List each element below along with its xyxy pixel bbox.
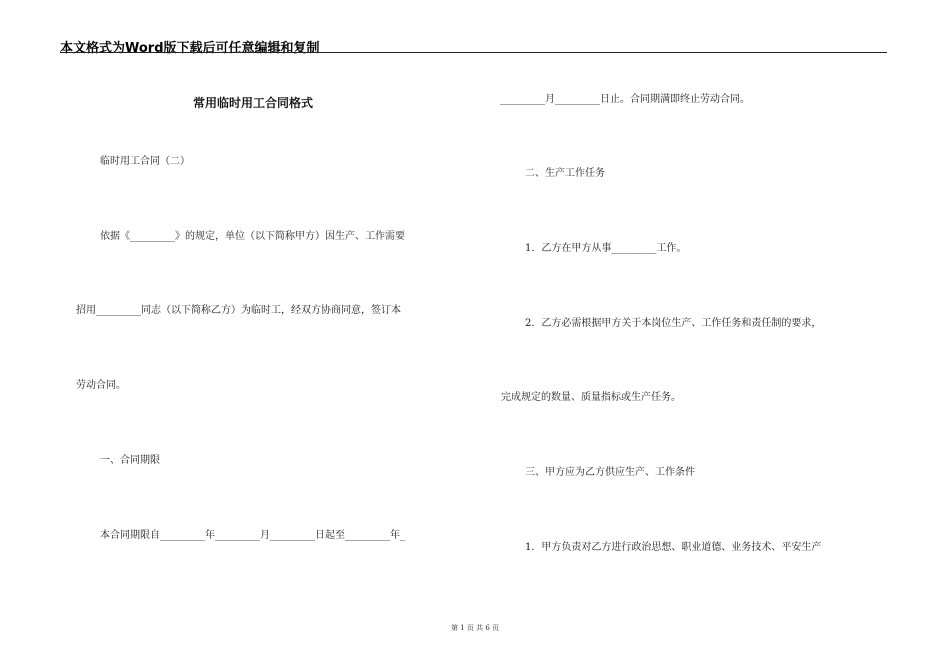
right-paragraph-line: 1．甲方负责对乙方进行政治思想、职业道德、业务技术、平安生产 [525,542,822,553]
document-title: 常用临时用工合同格式 [193,96,314,110]
left-paragraph-line: 依据《_________》的规定，单位（以下简称甲方）因生产、工作需要 [100,231,405,242]
left-paragraph-line: 本合同期限自_________年_________月_________日起至_________年_ [100,530,405,541]
right-paragraph-line: _________月_________日止。合同期满即终止劳动合同。 [500,94,750,105]
left-paragraph-line: 劳动合同。 [76,380,126,391]
right-paragraph-line: 1．乙方在甲方从事_________工作。 [525,243,687,254]
contract-subtitle: 临时用工合同（二） [100,156,190,167]
right-paragraph-line: 2．乙方必需根据甲方关于本岗位生产、工作任务和责任制的要求， [525,318,822,329]
header-banner: 本文格式为Word版下载后可任意编辑和复制 [60,41,320,56]
section-heading-term: 一、合同期限 [100,455,160,466]
section-heading-tasks: 二、生产工作任务 [525,168,605,179]
page-number: 第 1 页 共 6 页 [450,624,500,632]
left-paragraph-line: 招用_________同志（以下简称乙方）为临时工，经双方协商同意，签订本 [76,305,401,316]
header-rule [60,52,887,53]
right-paragraph-line: 完成规定的数量、质量指标或生产任务。 [501,392,681,403]
section-heading-conditions: 三、甲方应为乙方供应生产、工作条件 [525,467,695,478]
